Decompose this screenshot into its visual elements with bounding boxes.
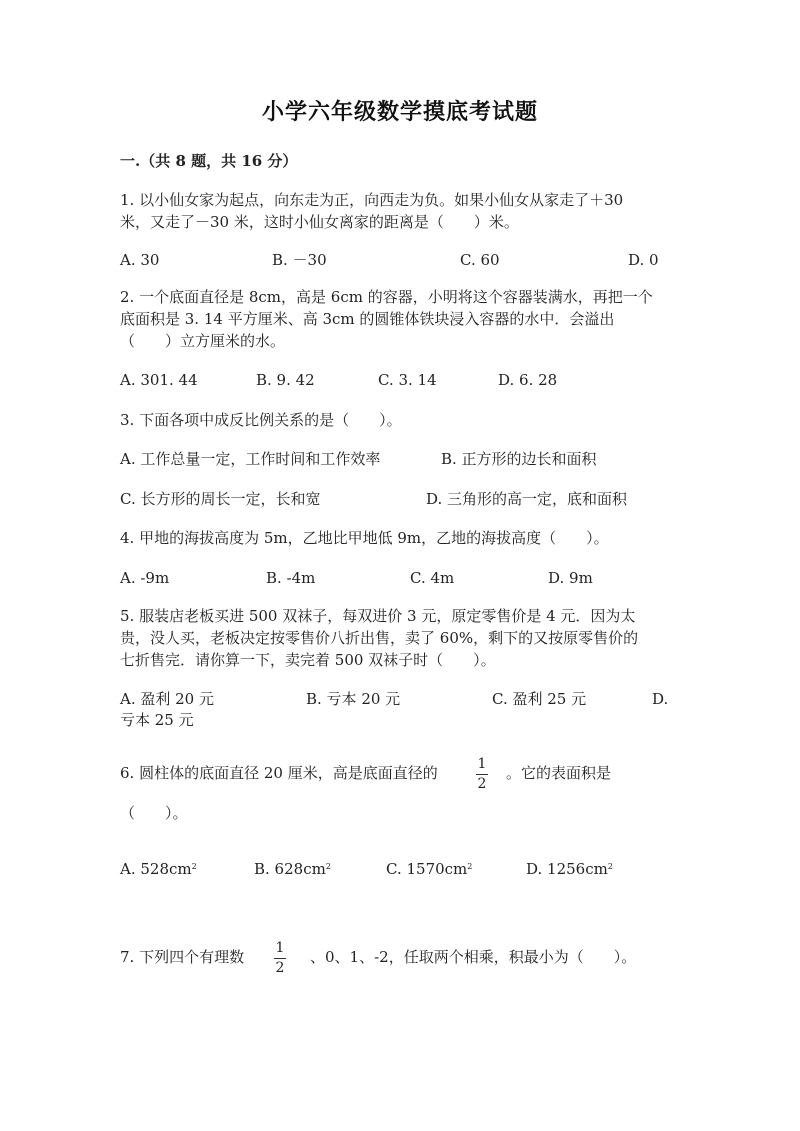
- q6-option-b-text: B. 628cm: [254, 860, 326, 878]
- page-title: 小学六年级数学摸底考试题: [261, 99, 538, 125]
- q5-option-c: C. 盈利 25 元: [492, 690, 587, 708]
- question-1-line-1: 1. 以小仙女家为起点，向东走为正，向西走为负。如果小仙女从家走了＋30: [120, 191, 624, 209]
- fraction-bar: [274, 958, 286, 959]
- question-7-line-1: 7. 下列四个有理数: [120, 948, 245, 966]
- q4-option-d: D. 9m: [548, 569, 593, 587]
- q2-option-b: B. 9. 42: [256, 371, 315, 389]
- q2-option-d: D. 6. 28: [498, 371, 558, 389]
- q5-option-b: B. 亏本 20 元: [306, 690, 401, 708]
- q1-option-c: C. 60: [460, 251, 500, 269]
- q4-option-c: C. 4m: [410, 569, 455, 587]
- q6-option-a: [120, 858, 197, 880]
- q3-option-c: C. 长方形的周长一定，长和宽: [120, 490, 321, 508]
- q3-option-d: D. 三角形的高一定，底和面积: [426, 490, 628, 508]
- question-6-line-1-end: 。它的表面积是: [506, 764, 612, 782]
- section-heading: 一.（共 8 题，共 16 分）: [120, 152, 298, 170]
- q6-option-d-text: D. 1256cm: [526, 860, 608, 878]
- fraction-denominator: 2: [275, 960, 285, 976]
- q5-option-a: A. 盈利 20 元: [120, 690, 214, 708]
- q5-option-d-text: 亏本 25 元: [120, 711, 194, 729]
- q1-option-b: B. －30: [272, 251, 327, 269]
- q4-option-a: A. -9m: [120, 569, 170, 587]
- q1-option-a: A. 30: [120, 251, 160, 269]
- q1-option-d: D. 0: [628, 251, 659, 269]
- question-7-line-1-end: 、0、1、-2，任取两个相乘，积最小为（ ）。: [310, 948, 637, 966]
- question-6-line-2: （ ）。: [120, 804, 188, 822]
- question-2-line-1: 2. 一个底面直径是 8cm，高是 6cm 的容器，小明将这个容器装满水，再把一个: [120, 288, 653, 306]
- question-3-line-1: 3. 下面各项中成反比例关系的是（ ）。: [120, 411, 402, 429]
- q6-option-b-sup: 2: [325, 862, 331, 871]
- question-5-line-2: 贵，没人买，老板决定按零售价八折出售，卖了 60%，剩下的又按原零售价的: [120, 629, 639, 647]
- q6-option-a-sup: 2: [191, 862, 197, 871]
- question-4-line-1: 4. 甲地的海拔高度为 5m，乙地比甲地低 9m，乙地的海拔高度（ ）。: [120, 529, 609, 547]
- q2-option-a: A. 301. 44: [120, 371, 198, 389]
- question-5-line-1: 5. 服装店老板买进 500 双袜子，每双进价 3 元，原定零售价是 4 元．因为太: [120, 607, 636, 625]
- q6-option-c-text: C. 1570cm: [386, 860, 468, 878]
- q2-option-c: C. 3. 14: [378, 371, 437, 389]
- question-2-line-2: 底面积是 3. 14 平方厘米、高 3cm 的圆锥体铁块浸入容器的水中．会溢出: [120, 310, 615, 328]
- q5-option-d: D.: [652, 690, 669, 708]
- q3-option-a: A. 工作总量一定，工作时间和工作效率: [120, 450, 381, 468]
- question-1-line-2: 米，又走了－30 米，这时小仙女离家的距离是（ ）米。: [120, 213, 519, 231]
- q6-option-c: [386, 858, 472, 880]
- q6-option-d-sup: 2: [607, 862, 613, 871]
- fraction-numerator: 1: [275, 940, 285, 956]
- fraction-denominator: 2: [477, 776, 487, 792]
- q6-option-d: [526, 858, 613, 880]
- question-6-line-1: 6. 圆柱体的底面直径 20 厘米，高是底面直径的: [120, 764, 438, 782]
- q6-option-a-text: A. 528cm: [120, 860, 192, 878]
- q6-option-b: [254, 858, 331, 880]
- q6-option-c-sup: 2: [467, 862, 473, 871]
- fraction-bar: [476, 774, 488, 775]
- question-2-line-3: （ ）立方厘米的水。: [120, 332, 286, 350]
- question-5-line-3: 七折售完．请你算一下，卖完着 500 双袜子时（ ）。: [120, 651, 496, 669]
- q4-option-b: B. -4m: [266, 569, 316, 587]
- fraction-numerator: 1: [477, 756, 487, 772]
- fraction-one-half: [474, 756, 490, 793]
- fraction-one-half-q7: [272, 940, 288, 977]
- q3-option-b: B. 正方形的边长和面积: [441, 450, 597, 468]
